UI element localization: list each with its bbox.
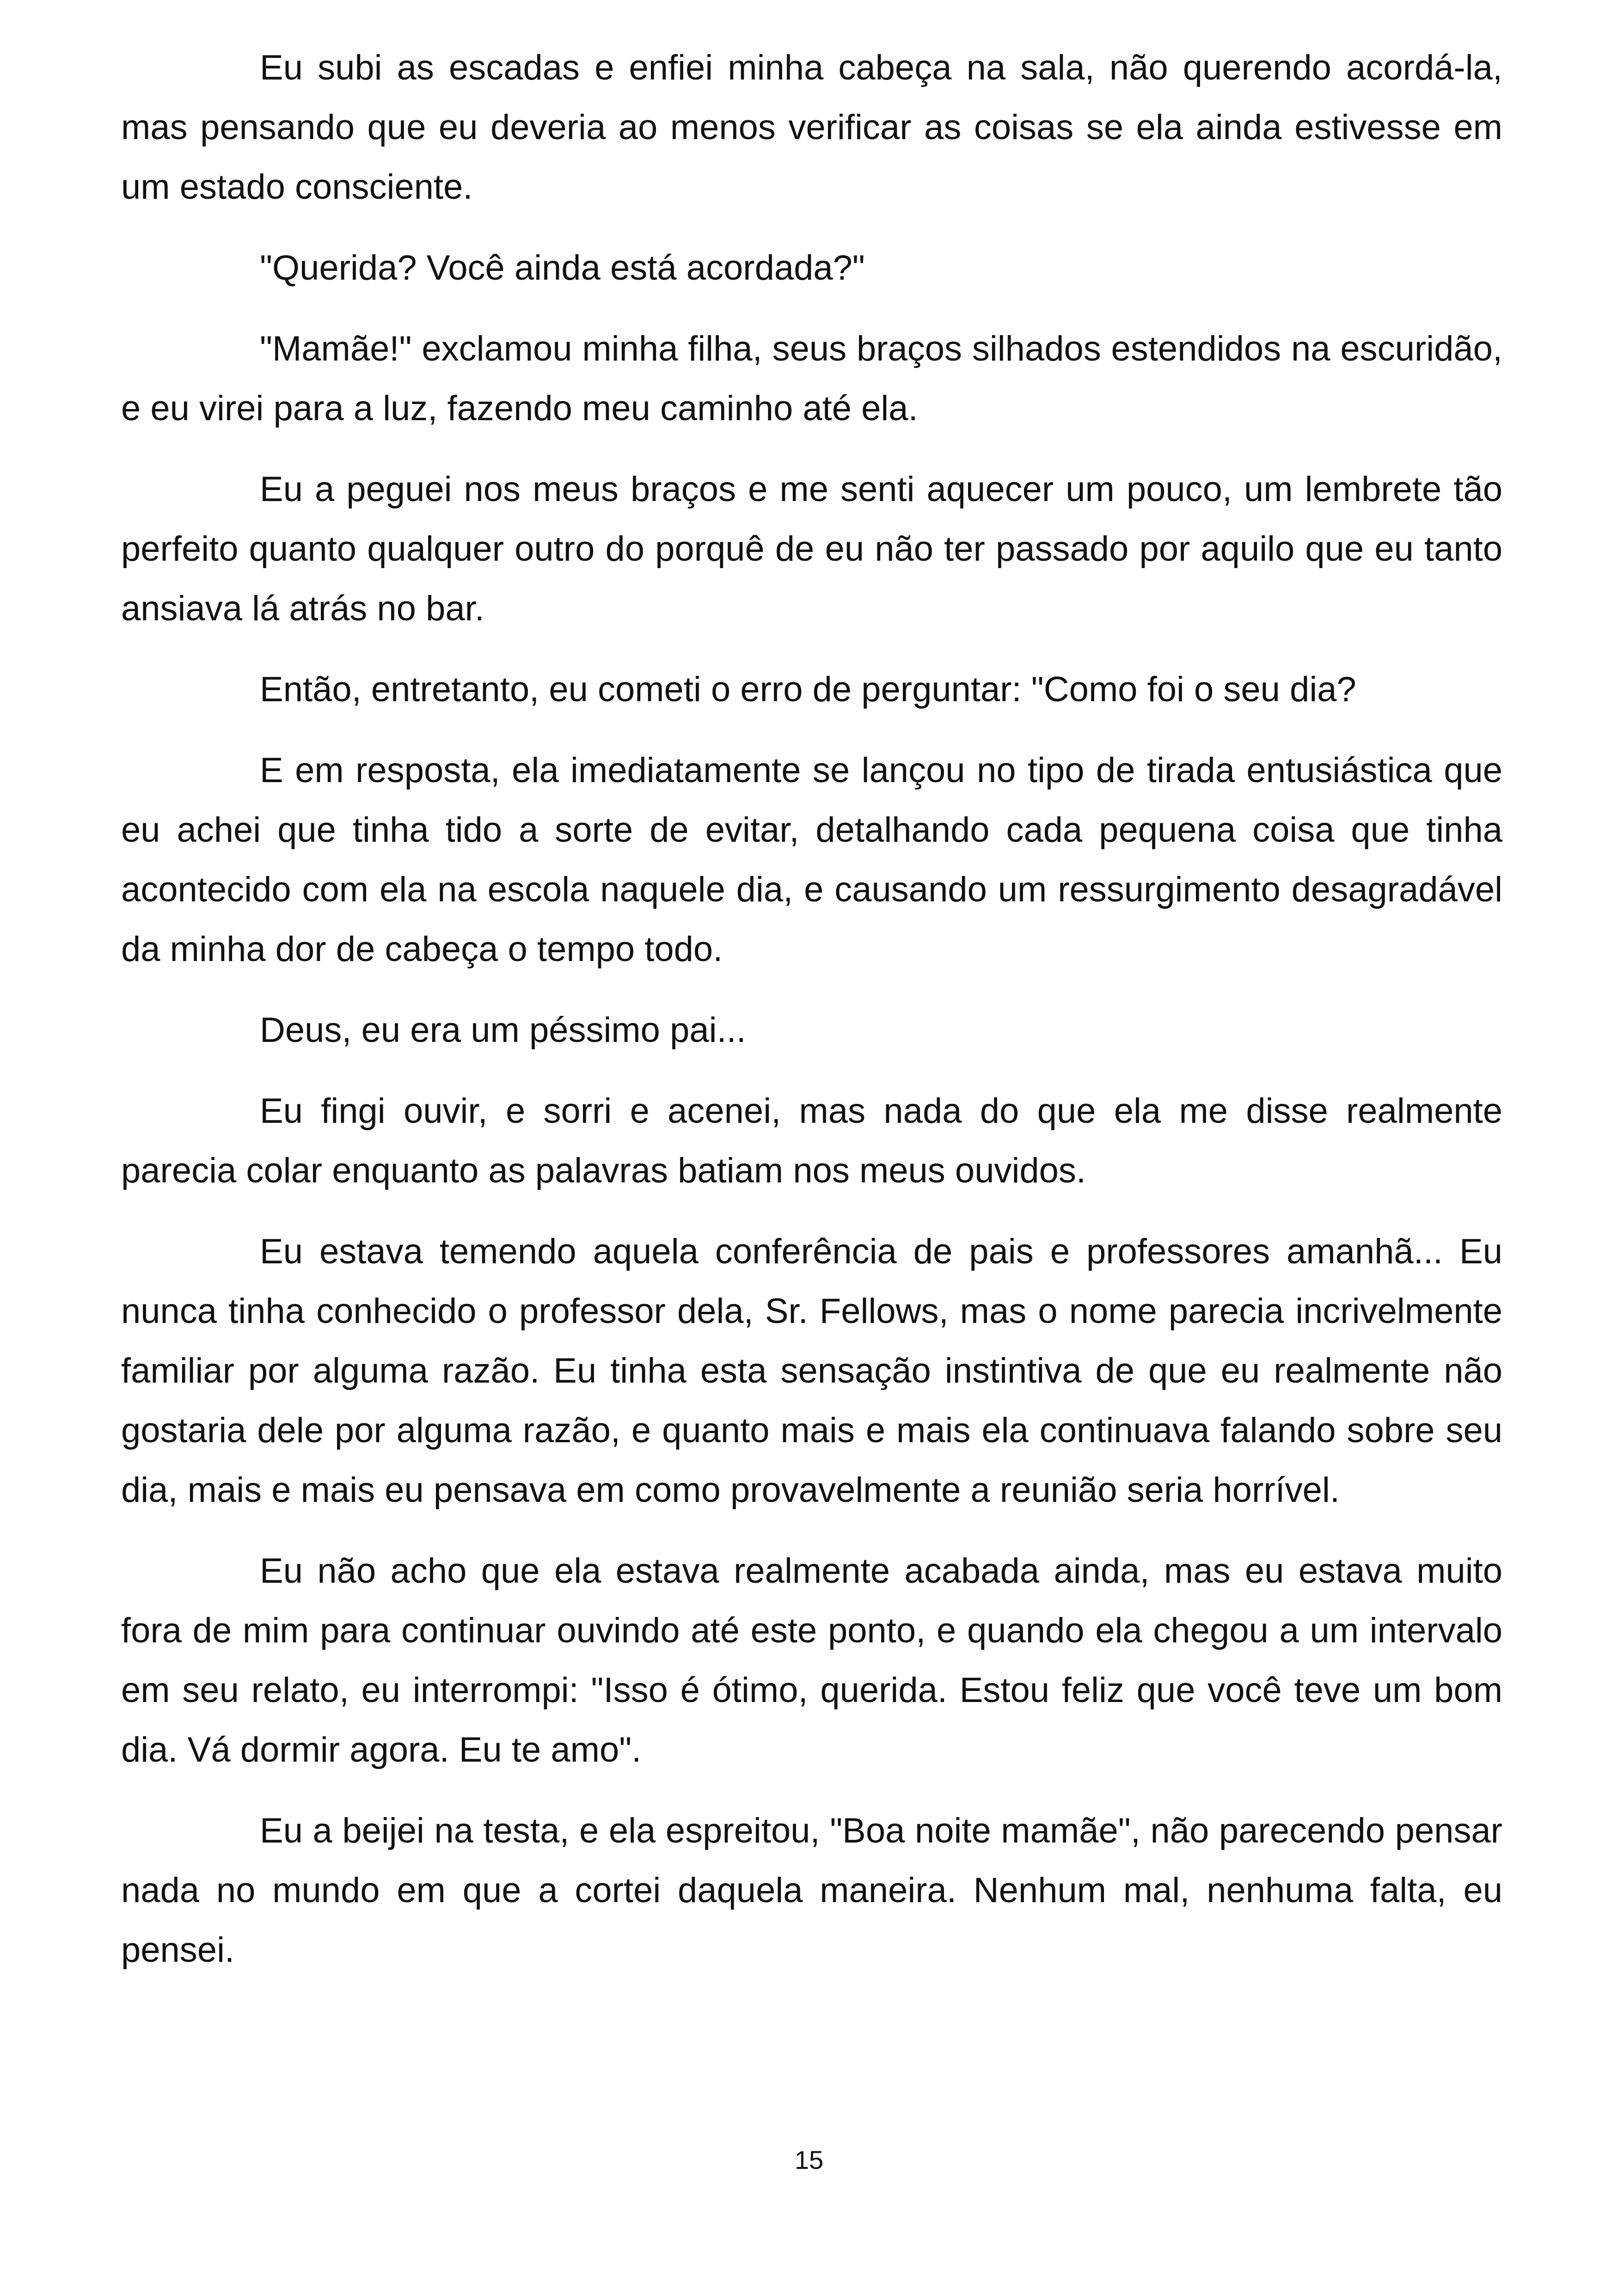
paragraph-6: E em resposta, ela imediatamente se lançou no tipo de tirada entusiástica que eu achei que tinha tido a sorte de evitar, detalhando cada pequena coisa que tinha acontecido com ela na escola naquele dia, e causando um ressurgimento desagradável da minha dor de cabeça o tempo todo. <box>121 751 1502 969</box>
paragraph-7: Deus, eu era um péssimo pai... <box>260 1010 746 1050</box>
body-text <box>121 38 1502 2001</box>
paragraph-5: Então, entretanto, eu cometi o erro de perguntar: "Como foi o seu dia? <box>260 670 1356 709</box>
paragraph-2: "Querida? Você ainda está acordada?" <box>260 248 865 288</box>
paragraph-9: Eu estava temendo aquela conferência de pais e professores amanhã... Eu nunca tinha conhecido o professor dela, Sr. Fellows, mas o nome parecia incrivelmente familiar por alguma razão. Eu tinha esta sensação instintiva de que eu realmente não gostaria dele por alguma razão, e quanto mais e mais ela continuava falando sobre seu dia, mais e mais eu pensava em como provavelmente a reunião seria horrível. <box>121 1232 1502 1510</box>
paragraph-1: Eu subi as escadas e enfiei minha cabeça na sala, não querendo acordá-la, mas pensando que eu deveria ao menos verificar as coisas se ela ainda estivesse em um estado consciente. <box>121 48 1502 207</box>
paragraph-11: Eu a beijei na testa, e ela espreitou, "Boa noite mamãe", não parecendo pensar nada no mundo em que a cortei daquela maneira. Nenhum mal, nenhuma falta, eu pensei. <box>121 1811 1502 1970</box>
page-number: 15 <box>794 2145 824 2174</box>
paragraph-8: Eu fingi ouvir, e sorri e acenei, mas nada do que ela me disse realmente parecia colar enquanto as palavras batiam nos meus ouvidos. <box>121 1091 1502 1190</box>
paragraph-3: "Mamãe!" exclamou minha filha, seus braços silhados estendidos na escuridão, e eu virei para a luz, fazendo meu caminho até ela. <box>121 329 1502 428</box>
paragraph-10: Eu não acho que ela estava realmente acabada ainda, mas eu estava muito fora de mim para continuar ouvindo até este ponto, e quando ela chegou a um intervalo em seu relato, eu interrompi: "Isso é ótimo, querida. Estou feliz que você teve um bom dia. Vá dormir agora. Eu te amo". <box>121 1551 1502 1769</box>
paragraph-4: Eu a peguei nos meus braços e me senti aquecer um pouco, um lembrete tão perfeito quanto qualquer outro do porquê de eu não ter passado por aquilo que eu tanto ansiava lá atrás no bar. <box>121 470 1502 628</box>
